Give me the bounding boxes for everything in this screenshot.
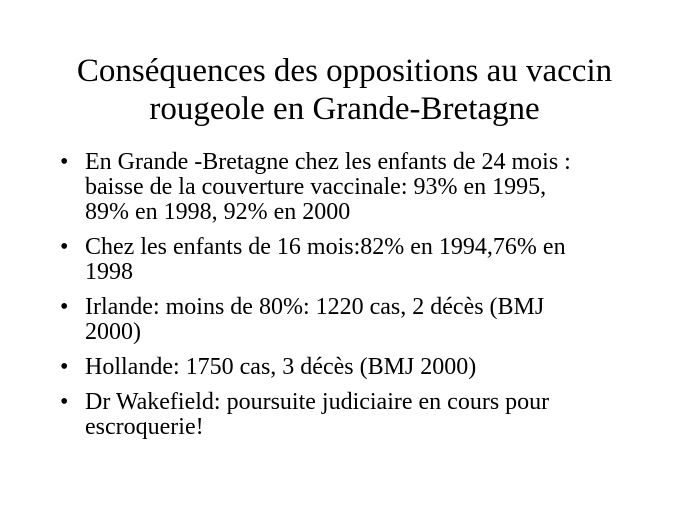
bullet-item [60,355,670,380]
bullet-item [60,150,670,225]
bullet-icon: • [60,294,69,320]
bullet-text-line: Irlande: moins de 80%: 1220 cas, 2 décès (BMJ [85,294,545,320]
bullet-text-line: 2000) [85,319,141,345]
bullet-icon: • [60,234,69,260]
slide-title-line: Conséquences des oppositions au vaccin [76,53,613,89]
bullet-text-line: baisse de la couverture vaccinale: 93% en 1995, [85,174,547,200]
bullet-icon: • [60,354,69,380]
bullet-item [60,235,670,285]
bullet-text-line: Dr Wakefield: poursuite judiciaire en cours pour [85,389,550,415]
slide-title [40,52,649,128]
bullet-item [60,295,670,345]
bullet-text-line: En Grande -Bretagne chez les enfants de 24 mois : [85,149,571,175]
bullet-list [60,150,670,450]
slide-title-line: rougeole en Grande-Bretagne [149,91,540,127]
bullet-text-line: Chez les enfants de 16 mois:82% en 1994,76% en [85,234,566,260]
bullet-text-line: 1998 [85,259,133,285]
bullet-icon: • [60,149,69,175]
bullet-icon: • [60,389,69,415]
bullet-text-line: Hollande: 1750 cas, 3 décès (BMJ 2000) [85,354,477,380]
bullet-text-line: escroquerie! [85,414,204,440]
bullet-item [60,390,670,440]
bullet-text-line: 89% en 1998, 92% en 2000 [85,199,351,225]
